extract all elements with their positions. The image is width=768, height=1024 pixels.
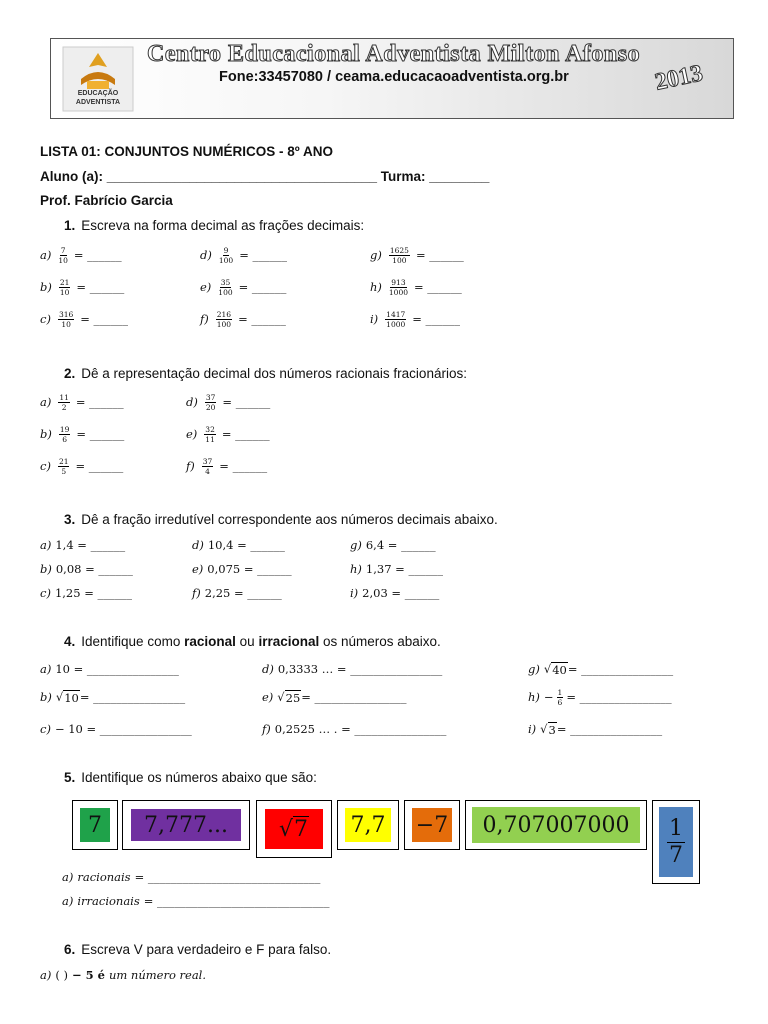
question-4 <box>64 634 441 649</box>
question-text: os números abaixo. <box>322 634 441 649</box>
number-value: 0,707007000 <box>482 812 630 838</box>
answer-blank[interactable]: = ______ <box>412 312 461 326</box>
number-box <box>652 800 700 884</box>
item-value[interactable]: 0,08 = ______ <box>55 562 133 576</box>
item-letter: i) <box>370 312 379 326</box>
question-number: 2. <box>64 366 76 381</box>
school-header <box>50 38 734 119</box>
fraction <box>202 457 214 476</box>
item-letter: b) <box>40 280 52 294</box>
item-letter: a) <box>62 894 74 908</box>
denominator: 10 <box>59 287 70 297</box>
item-letter: e) <box>262 690 274 704</box>
answer-blank[interactable]: = ______ <box>238 280 287 294</box>
exercise-item <box>262 716 446 742</box>
exercise-item <box>40 453 123 479</box>
fraction <box>219 246 233 265</box>
fraction <box>58 246 68 265</box>
exercise-item <box>186 421 270 447</box>
question-1 <box>64 218 364 233</box>
denominator: 10 <box>58 255 68 265</box>
item-letter: g) <box>370 248 382 262</box>
fraction <box>58 457 70 476</box>
number-box <box>72 800 118 850</box>
item-letter: f) <box>192 586 201 600</box>
item-letter: f) <box>200 312 209 326</box>
number-box <box>337 800 399 850</box>
denominator: 100 <box>392 255 407 265</box>
question-text: Dê a representação decimal dos números racionais fracionários: <box>81 366 467 381</box>
exercise-item <box>370 306 460 332</box>
sqrt-symbol: √ <box>278 816 294 842</box>
answer-label: racionais <box>77 870 131 884</box>
fraction <box>204 425 216 444</box>
radicand: 10 <box>64 690 79 705</box>
numerator: 21 <box>58 456 69 466</box>
number-box-fill <box>265 809 323 849</box>
exercise-item <box>192 580 282 606</box>
item-value[interactable]: = ________________ <box>556 722 663 736</box>
item-letter: h) <box>350 562 362 576</box>
item-value[interactable]: 0,3333 … = ________________ <box>277 662 443 676</box>
question-3 <box>64 512 498 527</box>
answer-label: irracionais <box>77 894 140 908</box>
numerator: 37 <box>205 392 216 402</box>
radicand: 3 <box>548 722 556 737</box>
exercise-item <box>262 656 442 682</box>
radicand: 40 <box>552 662 567 677</box>
item-letter: i) <box>350 586 359 600</box>
exercise-item <box>40 306 128 332</box>
exercise-item <box>192 556 292 582</box>
numerator: 7 <box>60 245 66 255</box>
item-value[interactable]: = ________________ <box>567 662 674 676</box>
numerator: 19 <box>59 424 70 434</box>
number-box <box>404 800 460 850</box>
fraction <box>389 278 408 297</box>
number-value: 7,777... <box>144 812 228 838</box>
exercise-item <box>40 421 124 447</box>
exercise-item <box>192 532 285 558</box>
item-letter: b) <box>40 427 52 441</box>
exercise-item <box>370 242 464 268</box>
item-value[interactable]: − 10 = ________________ <box>54 722 192 736</box>
number-box-fill <box>472 807 640 843</box>
item-value[interactable]: 2,03 = ______ <box>362 586 440 600</box>
item-value[interactable]: 6,4 = ______ <box>365 538 436 552</box>
numerator: 32 <box>205 424 215 434</box>
item-value[interactable]: 1,25 = ______ <box>54 586 132 600</box>
item-value[interactable]: = ________________ <box>301 690 407 704</box>
fraction <box>59 278 71 297</box>
number-box-fill <box>659 807 693 877</box>
question-number: 1. <box>64 218 76 233</box>
list-title: LISTA 01: CONJUNTOS NUMÉRICOS - 8º ANO <box>40 144 333 159</box>
answer-blank[interactable]: = ______ <box>76 427 125 441</box>
sqrt-symbol: √ <box>55 690 64 704</box>
true-false-item <box>40 962 206 988</box>
numerator: 316 <box>58 309 74 319</box>
question-text: Escreva V para verdadeiro e F para falso. <box>81 942 332 957</box>
item-value[interactable]: 1,37 = ______ <box>365 562 443 576</box>
item-letter: c) <box>40 586 51 600</box>
answer-line <box>62 864 320 890</box>
answer-blank[interactable]: = ______________________________ <box>134 870 321 884</box>
item-value[interactable]: 0,075 = ______ <box>207 562 292 576</box>
item-value[interactable]: 1,4 = ______ <box>55 538 126 552</box>
denominator: 100 <box>218 287 233 297</box>
numerator: 913 <box>391 277 406 287</box>
numerator: 11 <box>59 392 69 402</box>
denominator: 100 <box>216 319 232 329</box>
keyword-racional: racional <box>184 634 236 649</box>
fraction <box>385 310 406 329</box>
exercise-item <box>40 242 122 268</box>
answer-blank[interactable]: = ______ <box>239 248 287 262</box>
item-value[interactable]: = ________________ <box>566 690 672 704</box>
fraction <box>58 393 70 412</box>
question-number: 3. <box>64 512 76 527</box>
item-value[interactable]: 2,25 = ______ <box>204 586 282 600</box>
item-letter: a) <box>40 538 52 552</box>
item-letter: a) <box>40 248 52 262</box>
fraction <box>58 310 74 329</box>
question-number: 6. <box>64 942 76 957</box>
item-letter: d) <box>192 538 204 552</box>
exercise-item <box>40 389 124 415</box>
numerator: 35 <box>220 277 231 287</box>
denominator: 4 <box>205 466 210 476</box>
item-letter: h) <box>370 280 382 294</box>
answer-blank[interactable]: = ______ <box>76 280 125 294</box>
item-value[interactable]: 10,4 = ______ <box>207 538 285 552</box>
item-letter: i) <box>528 722 537 736</box>
number-value: 7,7 <box>350 812 386 838</box>
number-box <box>465 800 647 850</box>
question-text: Dê a fração irredutível correspondente aos números decimais abaixo. <box>81 512 498 527</box>
item-letter: f) <box>262 722 271 736</box>
item-letter: h) <box>528 690 540 704</box>
item-letter: a) <box>40 968 52 982</box>
numerator: 1417 <box>386 309 406 319</box>
year-label: 2013 <box>652 60 706 96</box>
denominator: 20 <box>205 402 216 412</box>
fraction <box>389 246 410 265</box>
numerator: 1 <box>669 815 683 841</box>
radicand: 7 <box>294 817 309 842</box>
sqrt-symbol: √ <box>540 722 548 736</box>
exercise-item <box>40 274 124 300</box>
item-letter: g) <box>528 662 540 676</box>
item-letter: e) <box>186 427 198 441</box>
item-statement: um número real. <box>108 968 207 982</box>
question-text: Escreva na forma decimal as frações decimais: <box>81 218 365 233</box>
answer-blank[interactable]: = ______ <box>80 312 129 326</box>
answer-blank[interactable]: = ______ <box>221 427 270 441</box>
school-name: Centro Educacional Adventista Milton Afonso <box>147 41 641 67</box>
exercise-item <box>200 306 286 332</box>
denominator: 7 <box>669 842 683 868</box>
denominator: 1000 <box>388 287 408 297</box>
item-letter: a) <box>40 662 52 676</box>
exercise-item <box>528 716 662 742</box>
denominator: 5 <box>61 466 67 476</box>
question-6 <box>64 942 331 957</box>
denominator: 6 <box>62 434 68 444</box>
question-text: ou <box>239 634 255 649</box>
item-value: − 5 é <box>71 968 105 982</box>
answer-blank[interactable]: = ______ <box>415 248 464 262</box>
exercise-item <box>40 684 185 710</box>
question-2 <box>64 366 467 381</box>
answer-blank[interactable]: = ______ <box>414 280 462 294</box>
denominator: 10 <box>61 319 71 329</box>
sqrt-symbol: √ <box>543 662 552 676</box>
item-letter: a) <box>62 870 74 884</box>
answer-parentheses[interactable]: ( ) <box>55 968 68 982</box>
number-box-fill <box>80 808 110 842</box>
answer-blank[interactable]: = ______ <box>75 459 124 473</box>
radicand: 25 <box>285 690 301 705</box>
item-letter: a) <box>40 395 52 409</box>
question-number: 5. <box>64 770 76 785</box>
item-letter: b) <box>40 562 52 576</box>
exercise-item <box>528 684 672 710</box>
number-value: −7 <box>415 812 449 838</box>
question-5 <box>64 770 317 785</box>
exercise-item <box>370 274 462 300</box>
item-letter: e) <box>192 562 204 576</box>
answer-line <box>62 888 330 914</box>
denominator: 2 <box>61 402 67 412</box>
question-text: Identifique como <box>81 634 181 649</box>
fraction <box>59 425 71 444</box>
exercise-item <box>200 242 287 268</box>
item-letter: d) <box>186 395 198 409</box>
answer-blank[interactable]: = ______ <box>73 248 122 262</box>
answer-blank[interactable]: = ______ <box>238 312 286 326</box>
numerator: 9 <box>223 245 229 255</box>
logo-text: EDUCAÇÃO ADVENTISTA <box>75 90 121 106</box>
student-line: Aluno (a): ____________________________________ Turma: ________ <box>40 169 490 184</box>
item-letter: c) <box>40 722 51 736</box>
answer-blank[interactable]: = ______ <box>219 459 268 473</box>
question-number: 4. <box>64 634 76 649</box>
exercise-item <box>350 532 436 558</box>
exercise-item <box>528 656 673 682</box>
numerator: 21 <box>59 277 70 287</box>
exercise-item <box>186 389 270 415</box>
keyword-irracional: irracional <box>258 634 320 649</box>
number-value: 7 <box>88 812 102 838</box>
item-letter: c) <box>40 312 51 326</box>
exercise-item <box>40 556 133 582</box>
numerator: 1625 <box>389 245 409 255</box>
contact-info: Fone:33457080 / ceama.educacaoadventista.org.br <box>219 69 569 85</box>
numerator: 216 <box>216 309 232 319</box>
item-value[interactable]: 0,2525 … . = ________________ <box>274 722 447 736</box>
exercise-item <box>200 274 286 300</box>
exercise-item <box>40 532 125 558</box>
item-letter: d) <box>200 248 212 262</box>
fraction <box>218 278 232 297</box>
number-box <box>122 800 250 850</box>
denominator: 1000 <box>386 319 406 329</box>
exercise-item <box>186 453 267 479</box>
minus-sign: − <box>543 690 554 704</box>
answer-blank[interactable]: = ______ <box>222 395 271 409</box>
numerator: 1 <box>557 687 563 697</box>
number-box-fill <box>412 808 452 842</box>
exercise-item <box>40 716 192 742</box>
fraction <box>216 310 232 329</box>
question-text: Identifique os números abaixo que são: <box>81 770 317 785</box>
exercise-item <box>262 684 407 710</box>
exercise-item <box>40 580 132 606</box>
item-letter: d) <box>262 662 274 676</box>
denominator: 6 <box>557 697 563 707</box>
sqrt-symbol: √ <box>277 690 285 704</box>
item-letter: e) <box>200 280 212 294</box>
exercise-item <box>350 580 439 606</box>
numerator: 37 <box>202 456 213 466</box>
item-letter: c) <box>40 459 51 473</box>
item-letter: b) <box>40 690 52 704</box>
teacher-name: Prof. Fabrício Garcia <box>40 193 173 208</box>
denominator: 11 <box>205 434 215 444</box>
answer-blank[interactable]: = ______ <box>75 395 124 409</box>
adventist-logo <box>59 43 137 115</box>
fraction <box>205 393 217 412</box>
exercise-item <box>40 656 179 682</box>
item-value[interactable]: 10 = ________________ <box>55 662 179 676</box>
number-box-fill <box>345 808 391 842</box>
item-letter: f) <box>186 459 195 473</box>
denominator: 100 <box>218 255 234 265</box>
item-letter: g) <box>350 538 362 552</box>
number-box-fill <box>131 809 241 841</box>
answer-blank[interactable]: = ______________________________ <box>143 894 330 908</box>
item-value[interactable]: = ________________ <box>79 690 186 704</box>
fraction <box>557 688 564 707</box>
number-box <box>256 800 332 858</box>
exercise-item <box>350 556 443 582</box>
